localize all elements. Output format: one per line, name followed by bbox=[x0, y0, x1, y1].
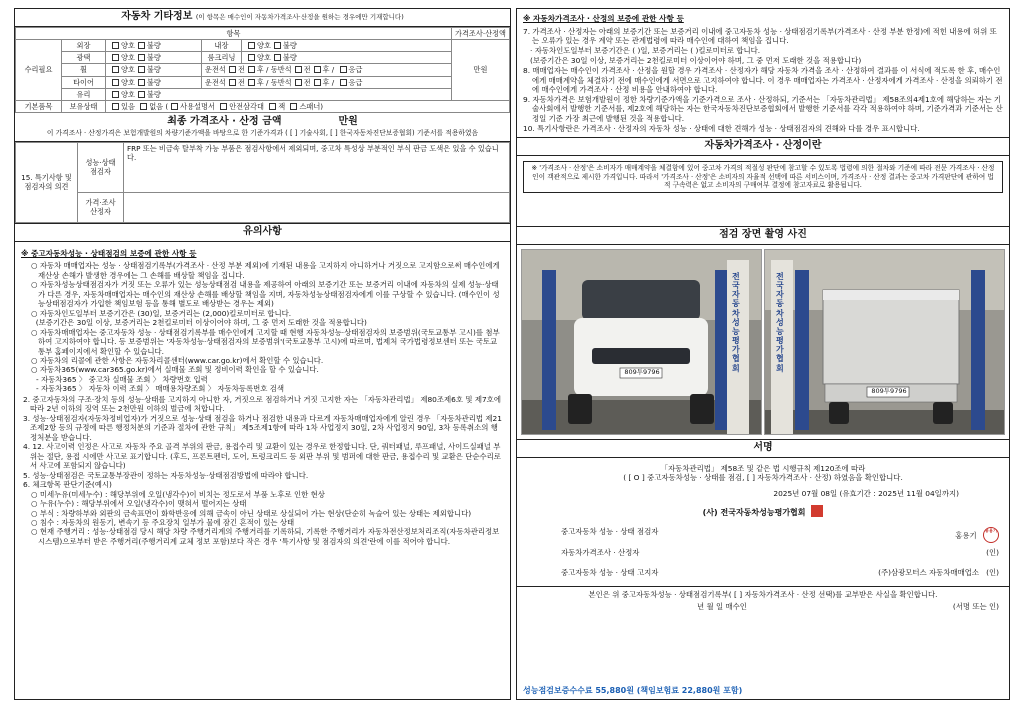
opt-rear: 후 bbox=[322, 65, 330, 75]
special-pricer-opinion[interactable] bbox=[124, 192, 510, 222]
pricer-seal: (인) bbox=[986, 548, 999, 558]
org-line bbox=[527, 505, 999, 518]
checkbox[interactable] bbox=[112, 66, 119, 73]
org-seal-icon bbox=[811, 505, 823, 517]
notice-bullet bbox=[29, 318, 504, 327]
notice-bullet: ○ 자동차 매매업자는 성능 · 상태점검기록부(가격조사 · 산정 부분 제외)에 기재된 내용을 고지하지 아니하거나 거짓으로 고지함으로써 매수인에게 재산상 손해가 발생한 경우에는 그 손해를 배상할 책임을 집니다. bbox=[31, 261, 500, 280]
box-title: 자동차가격조사 · 산정이란 bbox=[517, 137, 1009, 156]
checkbox[interactable] bbox=[295, 66, 302, 73]
opt-good: 양호 bbox=[121, 65, 135, 75]
notifier-name: (주)삼광모터스 자동차매매업소 bbox=[878, 567, 980, 577]
notice-item-text: 중고자동차의 구조·장치 등의 성능·상태를 고지하지 아니한 자, 거짓으로 점검하거나 거짓 고지한 자는 「자동차관리법」 제80조제6호 및 제7호에 따라 2년 이하의 징역 또는 2천만원 이하의 벌금에 처합니다. bbox=[30, 394, 501, 414]
checkbox[interactable] bbox=[138, 79, 145, 86]
checkbox[interactable] bbox=[229, 79, 236, 86]
notifier-seal: (인) bbox=[986, 567, 999, 577]
label-room: 룸크리닝 bbox=[202, 52, 242, 64]
checkbox[interactable] bbox=[138, 91, 145, 98]
notice-head: ※ 중고자동차성능 · 상태점검의 보증에 관한 사항 등 bbox=[21, 248, 197, 258]
checkbox[interactable] bbox=[112, 91, 119, 98]
criteria-item: ○ 현재 주행거리 : 성능·상태점검 당시 해당 차량 주행거리계의 주행거리를 기록하되, 기록한 주행거리가 자동차전산정보처리조직(자동차관리정보시스템)으로부터 받은 주행거리(주행거리계 교체 정보 포함)보다 작은 경우 '특기사항 및 점검자의 의견'란에 이를 적어야 합니다. bbox=[31, 527, 500, 546]
checkbox[interactable] bbox=[248, 54, 255, 61]
basic-opt: 없음 bbox=[149, 102, 164, 112]
receipt-date: 년 월 일 매수인 bbox=[697, 601, 747, 611]
right-head: ※ 자동차가격조사 · 산정의 보증에 관한 사항 등 bbox=[523, 14, 684, 23]
special-inspector: 성능·상태 점검자 bbox=[78, 142, 124, 192]
price-won: 만원 bbox=[452, 40, 510, 101]
checkbox[interactable] bbox=[314, 66, 321, 73]
photo-title: 점검 장면 촬영 사진 bbox=[517, 227, 1009, 245]
opt-front: 전 bbox=[303, 65, 311, 75]
checkbox[interactable] bbox=[112, 103, 119, 110]
notice-bullet: ○ 자동차인도일부터 보증기간은 (30)일, 보증거리는 (2,000)킬로미터로 합니다. bbox=[31, 308, 292, 318]
checkbox[interactable] bbox=[138, 54, 145, 61]
pricer-label: 자동차가격조사 · 산정자 bbox=[561, 548, 640, 558]
basic-opt: 있음 bbox=[121, 102, 135, 112]
checkbox[interactable] bbox=[112, 42, 119, 49]
receipt-section bbox=[517, 586, 1009, 614]
notice-text: - 자동차365 〉 자동차 이력 조회 〉 매매용차량조회 〉 자동차등록번호 검색 bbox=[36, 384, 285, 394]
label-gloss: 광택 bbox=[62, 52, 106, 64]
notice-bullet: ○ 자동차성능상태점검자가 거짓 또는 오류가 있는 성능상태점검 내용을 제공하여 아래의 보증기간 또는 보증거리 이내에 자동차의 실제 성능·상태가 다른 경우, 자동차매매업자는 매수인의 재산상 손해를 배상할 책임을 지며, 자동차성능상태점검자에게 이를 구상할 수 있습니다. (매수인이 성능상태점검자가 가입한 책임보험 등을 통해 별도로 배상받는 경우는 제외) bbox=[31, 280, 500, 309]
notifier-label: 중고자동차 성능 · 상태 고지자 bbox=[561, 567, 659, 577]
opt-bad: 불량 bbox=[282, 41, 297, 51]
checkbox[interactable] bbox=[138, 42, 145, 49]
notice-bullet: ○ 자동차매매업자는 중고자동차 성능 · 상태점검기록부를 매수인에게 고지할 때 현행 자동차성능·상태점검자의 보증범위(국토교통부 고시)를 첨부하여 고지하여야 합니다. 등 보증범위는 '자동차성능·상태점검자의 보증범위'(국토교통부 고시)에 따르며, 법제처 국가법령정보센터 또는 국토교통부 홈페이지에서 확인할 수 있습니다. bbox=[31, 327, 500, 356]
opt-front: 전 bbox=[237, 65, 245, 75]
notice-text: 자동차성능상태점검자가 거짓 또는 오류가 있는 성능상태점검 내용을 제공하여 아래의 보증기간 또는 보증거리 이내에 자동차의 실제 성능·상태가 다른 경우, 자동차매매업자는 매수인의 재산상 손해를 배상할 책임을 지며, 자동차성능상태점검자에게 이를 구상할 수 있습니다. (매수인이 성능상태점검자가 가입한 책임보험 등을 통해 별도로 배상받는 경우는 제외) bbox=[38, 280, 500, 309]
right-item: 8. 매매업자는 매수인이 가격조사 · 산정을 원할 경우 가격조사 · 산정자가 해당 자동차 가격을 조사 · 산정하여 결과를 이 서식에 적도록 한 후, 매수인에게 매매계약을 체결하기 전에 매수인에게 서면으로 고지하여야 합니다. 이 경우 매매업자는 가격조사 · 산정자에게 가격조사 · 산정을 의뢰하기 전에 매수인에게 가격조사 · 산정 비용을 안내하여야 합니다. bbox=[523, 66, 1003, 95]
notice-bullet: ○ 자동차의 리콜에 관한 사항은 자동차리콜센터(www.car.go.kr)에서 확인할 수 있습니다. bbox=[31, 356, 324, 366]
etc-title bbox=[15, 9, 510, 27]
etc-table: 항목 가격조사·산정액 수리필요 외장 양호 불량 내장 양호 불량 만원 광택 양호 불량 룸크리닝 양호 불량 휠 양호 불량 운전석 전 후 / 동반석 전 후 / 응급 타이어 양호 불량 운전석 전 후 / 동반석 전 후 / 응급 유리 양호 불량 기본품목 보유상태 있음 없음 ( 사용설명서 안전삼각대 잭 스패너) bbox=[15, 27, 510, 114]
notice-item: 4. 12. 사고이력 인정은 사고로 자동차 주요 골격 부위의 판금, 용접수리 및 교환이 있는 경우로 한정합니다. 단, 쿼터패널, 루프패널, 사이드실패널 부위는 절단, 용접 시에만 사고로 표기합니다. (후드, 프론트펜더, 도어, 트렁크리드 등 외판 부위 및 범퍼에 대한 판금, 용접수리 및 교환은 단순수리로서 사고에 포함되지 않습니다) bbox=[23, 442, 501, 471]
basic-opt: 사용설명서 bbox=[180, 102, 215, 112]
label-exterior: 외장 bbox=[62, 40, 106, 52]
truck-front-image bbox=[522, 250, 762, 435]
checkbox[interactable] bbox=[269, 103, 276, 110]
inspection-photo-rear bbox=[764, 249, 1005, 435]
checkbox[interactable] bbox=[295, 79, 302, 86]
opt-good: 양호 bbox=[121, 53, 135, 63]
notice-text: 자동차365(www.car365.go.kr)에서 실매물 조회 및 정비이력 확인을 할 수 있습니다. bbox=[39, 365, 319, 375]
side-banner: 전국자동차성능평가협회 bbox=[732, 271, 740, 373]
checkbox[interactable] bbox=[340, 66, 347, 73]
opt-front: 전 bbox=[303, 77, 311, 87]
final-title-text: 최종 가격조사 · 산정 금액 bbox=[167, 116, 282, 128]
notice-item: 6. 체크항목 판단기준(예시) bbox=[23, 480, 112, 490]
driver-label: 운전석 bbox=[205, 77, 226, 87]
right-notes bbox=[517, 27, 1009, 134]
opt-emer: 응급 bbox=[348, 77, 363, 87]
opt-good: 양호 bbox=[121, 89, 135, 99]
opt-bad: 불량 bbox=[146, 41, 161, 51]
right-column bbox=[516, 8, 1010, 700]
sign-line1: 「자동차관리법」 제58조 및 같은 법 시행규칙 제120조에 따라 bbox=[660, 463, 866, 473]
notice-text: 자동차 매매업자는 성능 · 상태점검기록부(가격조사 · 산정 부분 제외)에 기재된 내용을 고지하지 아니하거나 거짓으로 고지함으로써 매수인에게 재산상 손해가 발생한 경우에는 그 손해를 배상할 책임을 집니다. bbox=[38, 261, 500, 280]
special-text: FRP 또는 비금속 탈부착 가능 부품은 점검사항에서 제외되며, 중고차 특성상 부분적인 부식 판금 도색은 있을 수 있습니다. bbox=[124, 142, 510, 192]
checkbox[interactable] bbox=[140, 103, 147, 110]
basic-opt: 안전삼각대 bbox=[229, 102, 264, 112]
opt-bad: 불량 bbox=[146, 77, 161, 87]
special-label: 15. 특기사항 및 점검자의 의견 bbox=[16, 142, 78, 222]
checkbox[interactable] bbox=[138, 66, 145, 73]
checkbox[interactable] bbox=[220, 103, 227, 110]
passenger-label: 동반석 bbox=[270, 65, 292, 75]
notice-item: 2. 중고자동차의 구조·장치 등의 성능·상태를 고지하지 아니한 자, 거짓으로 점검하거나 거짓 고지한 자는 「자동차관리법」 제80조제6호 및 제7호에 따라 2년 이하의 징역 또는 2천만원 이하의 벌금에 처합니다. bbox=[23, 394, 501, 414]
inspection-photo-front bbox=[521, 249, 762, 435]
col-price: 가격조사·산정액 bbox=[452, 27, 510, 39]
basic-hold: 보유상태 bbox=[62, 101, 106, 113]
inspector-row bbox=[561, 527, 999, 543]
notifier-row bbox=[561, 568, 999, 577]
checkbox[interactable] bbox=[229, 66, 236, 73]
checkbox[interactable] bbox=[248, 79, 255, 86]
inspector-name: 홍용기 bbox=[955, 531, 977, 541]
criteria-text: 침수 : 자동차의 원동기, 변속기 등 주요장치 일부가 물에 잠긴 흔적이 있는 상태 bbox=[39, 517, 295, 527]
pricer-row bbox=[561, 548, 999, 557]
opt-rear: 후 bbox=[256, 77, 264, 87]
criteria-text: 미세누유(미세누수) : 해당부위에 오일(냉각수)이 비치는 정도로서 부품 노후로 인한 현상 bbox=[39, 489, 325, 499]
notice-bullet: ○ 자동차365(www.car365.go.kr)에서 실매물 조회 및 정비이력 확인을 할 수 있습니다. bbox=[31, 365, 319, 375]
opt-bad: 불량 bbox=[282, 53, 297, 63]
criteria-text: 현재 주행거리 : 성능·상태점검 당시 해당 차량 주행거리계의 주행거리를 기록하되, 기록한 주행거리가 자동차전산정보처리조직(자동차관리정보시스템)으로부터 받은 주행거리(주행거리계 교체 정보 포함)보다 작은 경우 '특기사항 및 점검자의 의견'란에 이를 적어야 합니다. bbox=[38, 527, 500, 546]
opt-front: 전 bbox=[237, 77, 245, 87]
row-basic: 기본품목 bbox=[16, 101, 62, 113]
final-note: 이 가격조사 · 산정가격은 보험개발원의 차량기준가액을 바탕으로 한 기준가격과 ( [ ] 기술사회, [ ] 한국자동차진단보증협회) 기준서를 적용하였음 bbox=[46, 129, 479, 138]
checkbox[interactable] bbox=[248, 66, 255, 73]
criteria-item: ○ 부식 : 차량하부와 외판의 금속표면이 화학반응에 의해 금속이 아닌 상태로 상실되어 가는 현상(단순히 녹슬어 있는 상태는 제외합니다) bbox=[31, 508, 472, 518]
plate-text: 809투9796 bbox=[871, 386, 907, 395]
criteria-list bbox=[21, 490, 504, 547]
criteria-text: 부식 : 차량하부와 외판의 금속표면이 화학반응에 의해 금속이 아닌 상태로 상실되어 가는 현상(단순히 녹슬어 있는 상태는 제외합니다) bbox=[39, 508, 472, 518]
col-item: 항목 bbox=[16, 27, 452, 39]
checkbox[interactable] bbox=[171, 103, 178, 110]
notice-item: 3. 성능·상태점검자(자동차정비업자)가 거짓으로 성능·상태 점검을 하거나 점검한 내용과 다르게 자동차매매업자에게 알린 경우 「자동차관리법 제21조제2항 등의 규정에 따른 행정처분의 기준과 절차에 관한 규칙」 제5조제1항에 따라 1차 사업정지 30일, 2차 사업정지 90일, 3차 등록취소의 행정처분을 받습니다. bbox=[23, 413, 502, 442]
checkbox[interactable] bbox=[112, 79, 119, 86]
inspector-sign bbox=[955, 527, 999, 543]
receipt-row bbox=[527, 602, 999, 611]
checkbox[interactable] bbox=[274, 54, 281, 61]
notice-item-text: 체크항목 판단기준(예시) bbox=[32, 480, 112, 490]
notice-text: 자동차인도일부터 보증기간은 (30)일, 보증거리는 (2,000)킬로미터로 합니다. bbox=[39, 308, 292, 318]
checkbox[interactable] bbox=[340, 79, 347, 86]
box-text: ※ '가격조사 · 산정'은 소비자가 매매계약을 체결함에 있어 중고차 가격의 적절성 판단에 참고할 수 있도록 법령에 의한 절차와 기준에 따라 전문 가격조사 · 산정인이 객관적으로 제시한 가격입니다. 따라서 '가격조사 · 산정'은 소비자의 자율적 선택에 따른 서비스이며, 가격조사 · 산정 결과는 중고차 가격판단에 관하여 법적 구속력은 없고 소비자의 구매여부 결정에 참고자료로 활용됩니다. bbox=[523, 161, 1003, 193]
opt-rear: 후 bbox=[322, 77, 330, 87]
final-title bbox=[19, 116, 506, 129]
opt-emer: 응급 bbox=[348, 65, 363, 75]
opt-bad: 불량 bbox=[146, 89, 161, 99]
criteria-text: 누유(누수) : 해당부위에서 오일(냉각수)이 맺혀서 떨어지는 상태 bbox=[39, 499, 247, 509]
personal-seal-icon: 홍용기 bbox=[983, 527, 999, 543]
right-item: 9. 자동차가격은 보험개발원이 정한 차량기준가액을 기준가격으로 조사 · 산정하되, 기준서는 「자동차관리법」 제58조의4제1호에 해당하는 자는 기술사회에서 발행한 기준서를, 제2호에 해당하는 자는 한국자동차진단보증협회에서 발행한 기준서를 각각 적용하여야 하며, 기준가격과 기준서는 산정일 기준 가장 최근에 발행된 것을 적용합니다. bbox=[523, 95, 1003, 123]
checkbox[interactable] bbox=[248, 42, 255, 49]
notice-body bbox=[15, 242, 510, 549]
checkbox[interactable] bbox=[290, 103, 297, 110]
opt-bad: 불량 bbox=[146, 53, 161, 63]
notice-item-text: 성능·상태점검자(자동차정비업자)가 거짓으로 성능·상태 점검을 하거나 점검한 내용과 다르게 자동차매매업자에게 알린 경우 「자동차관리법 제21조제2항 등의 규정에 따른 행정처분의 기준과 절차에 관한 규칙」 제5조제1항에 따라 1차 사업정지 30일, 2차 사업정지 90일, 3차 등록취소의 행정처분을 받습니다. bbox=[30, 413, 502, 442]
inspector-label: 중고자동차 성능 · 상태 점검자 bbox=[561, 527, 659, 537]
photos bbox=[517, 245, 1009, 439]
passenger-label: 동반석 bbox=[270, 77, 292, 87]
notice-text: 자동차매매업자는 중고자동차 성능 · 상태점검기록부를 매수인에게 고지할 때 현행 자동차성능·상태점검자의 보증범위(국토교통부 고시)를 첨부하여 고지하여야 합니다. 등 보증범위는 '자동차성능·상태점검자의 보증범위'(국토교통부 고시)에 따르며, 법제처 국가법령정보센터 또는 국토교통부 홈페이지에서 확인할 수 있습니다. bbox=[38, 327, 500, 356]
sign-title: 서명 bbox=[517, 439, 1009, 458]
etc-title-text: 자동차 기타정보 bbox=[121, 11, 193, 22]
notice-numbered bbox=[21, 395, 504, 547]
notice-item-text: 12. 사고이력 인정은 사고로 자동차 주요 골격 부위의 판금, 용접수리 및 교환이 있는 경우로 한정합니다. 단, 쿼터패널, 루프패널, 사이드실패널 부위는 절단, 용접 시에만 사고로 표기합니다. (후드, 프론트펜더, 도어, 트렁크리드 등 외판 부위 및 범퍼에 대한 판금, 용접수리 및 교환은 단순수리로서 사고에 포함되지 않습니다) bbox=[30, 442, 501, 471]
final-price-box bbox=[15, 113, 510, 141]
criteria-item: ○ 침수 : 자동차의 원동기, 변속기 등 주요장치 일부가 물에 잠긴 흔적이 있는 상태 bbox=[31, 517, 295, 527]
left-column bbox=[14, 8, 511, 700]
etc-note: (이 항목은 매수인이 자동차가격조사·산정을 원하는 경우에만 기재합니다) bbox=[195, 13, 404, 21]
opt-rear: 후 bbox=[256, 65, 264, 75]
label-wheel: 휠 bbox=[62, 64, 106, 76]
right-item: 7. 가격조사 · 산정자는 아래의 보증기간 또는 보증거리 이내에 중고자동차 성능 · 상태점검기록부(가격조사 · 산정 부분 한정)에 적힌 내용에 허위 또는 오류가 있는 경우 계약 또는 관계법령에 따라 매수인에 대하여 책임을 집니다. bbox=[523, 26, 997, 46]
label-glass: 유리 bbox=[62, 88, 106, 100]
checkbox[interactable] bbox=[112, 54, 119, 61]
right-item: (보증기간은 30일 이상, 보증거리는 2천킬로미터 이상이어야 하며, 그 중 먼저 도래한 것을 적용합니다) bbox=[530, 56, 862, 66]
fee-footer: 성능점검보증수수료 55,880원 (책임보험료 22,880원 포함) bbox=[523, 685, 743, 695]
side-banner: 전국자동차성능평가협회 bbox=[776, 271, 784, 373]
notice-item: 5. 성능·상태점검은 국토교통부장관이 정하는 자동차성능·상태점검방법에 따라야 합니다. bbox=[23, 470, 309, 480]
opt-good: 양호 bbox=[121, 77, 135, 87]
basic-opt: 스패너 bbox=[299, 102, 321, 112]
row-repair: 수리필요 bbox=[16, 40, 62, 101]
sign-date: 2025년 07월 08일 (유효기간 : 2025년 11월 04일까지) bbox=[773, 488, 959, 498]
final-unit: 만원 bbox=[338, 116, 358, 128]
notice-bullet bbox=[29, 375, 504, 384]
special-pricer: 가격·조사 산정자 bbox=[78, 192, 124, 222]
criteria-item: ○ 누유(누수) : 해당부위에서 오일(냉각수)이 맺혀서 떨어지는 상태 bbox=[31, 499, 247, 509]
driver-label: 운전석 bbox=[205, 65, 226, 75]
right-item: · 자동차인도일부터 보증기간은 ( )일, 보증거리는 ( )킬로미터로 합니다. bbox=[530, 46, 761, 56]
notice-item-text: 성능·상태점검은 국토교통부장관이 정하는 자동차성능·상태점검방법에 따라야 합니다. bbox=[32, 470, 309, 480]
notice-bullet bbox=[29, 384, 504, 393]
right-item: 10. 특기사항란은 가격조사 · 산정자의 자동차 성능 · 상태에 대한 견해가 성능 · 상태점검자의 견해와 다를 경우 표시합니다. bbox=[523, 123, 920, 133]
org-name: (사) 전국자동차성능평가협회 bbox=[702, 508, 806, 517]
notice-title: 유의사항 bbox=[15, 223, 510, 242]
opt-bad: 불량 bbox=[146, 65, 161, 75]
receipt-text: 본인은 위 중고자동차성능 · 상태점검기록부( [ ] 자동차가격조사 · 산정 선택)를 교부받은 사실을 확인합니다. bbox=[588, 590, 938, 600]
basic-opt: 잭 bbox=[278, 102, 286, 112]
label-interior: 내장 bbox=[202, 40, 242, 52]
plate-text: 809투9796 bbox=[624, 367, 660, 376]
notice-bullets bbox=[21, 261, 504, 394]
opt-good: 양호 bbox=[121, 41, 135, 51]
checkbox[interactable] bbox=[274, 42, 281, 49]
opt-good: 양호 bbox=[257, 41, 271, 51]
receipt-sign: (서명 또는 인) bbox=[952, 601, 999, 611]
price-guarantee-section bbox=[517, 11, 1009, 227]
criteria-item: ○ 미세누유(미세누수) : 해당부위에 오일(냉각수)이 비치는 정도로서 부품 노후로 인한 현상 bbox=[31, 489, 325, 499]
notifier-sign bbox=[878, 568, 999, 577]
sign-line2: ( [ O ] 중고자동차성능 · 상태를 점검, [ ] 자동차가격조사 · 산정) 하였음을 확인합니다. bbox=[623, 473, 903, 483]
truck-rear-image bbox=[765, 250, 1005, 435]
notice-text: - 자동차365 〉 중고차 실매물 조회 〉 차량번호 입력 bbox=[36, 374, 208, 384]
sign-section bbox=[517, 458, 1009, 581]
opt-good: 양호 bbox=[257, 53, 271, 63]
notice-text: (보증기간은 30일 이상, 보증거리는 2천킬로미터 이상이어야 하며, 그 중 먼저 도래한 것을 적용합니다) bbox=[35, 318, 367, 328]
label-tire: 타이어 bbox=[62, 76, 106, 88]
notice-text: 자동차의 리콜에 관한 사항은 자동차리콜센터(www.car.go.kr)에서 확인할 수 있습니다. bbox=[39, 356, 324, 366]
checkbox[interactable] bbox=[314, 79, 321, 86]
special-table bbox=[15, 142, 510, 223]
